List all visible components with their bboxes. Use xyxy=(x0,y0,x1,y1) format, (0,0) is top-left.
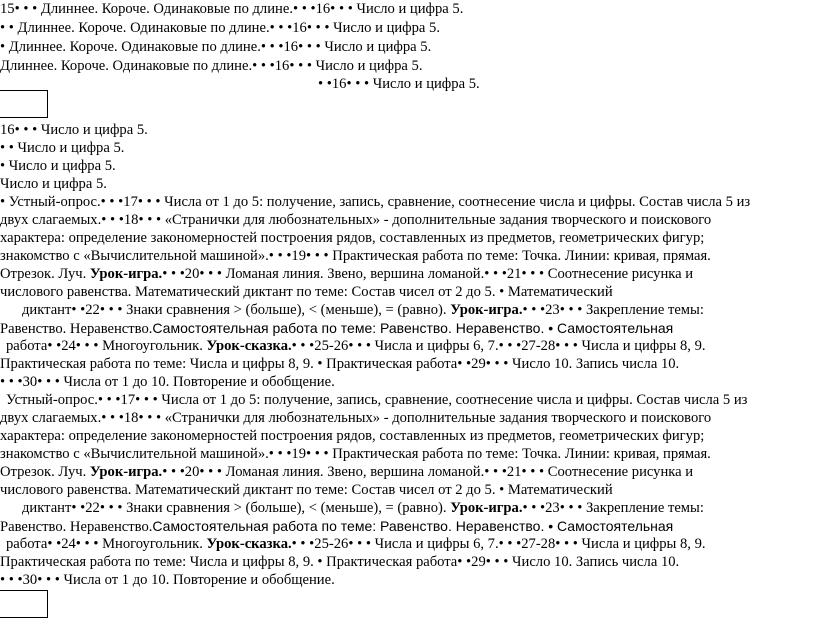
empty-box xyxy=(0,90,48,118)
top-line-5: • •16• • • Число и цифра 5. xyxy=(318,76,480,92)
mid-line-2: • • Число и цифра 5. xyxy=(0,140,125,156)
mid-line-1: 16• • • Число и цифра 5. xyxy=(0,122,148,138)
block2-line-8 xyxy=(0,517,673,536)
block1-line-8 xyxy=(0,319,673,338)
bold-label: Урок-игра. xyxy=(450,302,523,318)
top-line-1: 15• • • Длиннее. Короче. Одинаковые по длине.• • •16• • • Число и цифра 5. xyxy=(0,1,464,17)
block1-line-10: Практическая работа по теме: Числа и цифры 8, 9. • Практическая работа• •29• • • Число 10. Запись числа 10. xyxy=(0,356,680,372)
text: Равенство. Неравенство. xyxy=(0,321,153,337)
text: Отрезок. Луч. xyxy=(0,266,90,282)
block2-line-2: двух слагаемых.• • •18• • • «Странички для любознательных» - дополнительные задания творческого и поискового xyxy=(0,410,712,426)
text: • • •25-26• • • Числа и цифры 6, 7.• • •27-28• • • Числа и цифры 8, 9. xyxy=(291,338,706,354)
text: диктант• •22• • • Знаки сравнения > (больше), < (меньше), = (равно). xyxy=(22,302,451,318)
block1-line-2: двух слагаемых.• • •18• • • «Странички для любознательных» - дополнительные задания творческого и поискового xyxy=(0,212,712,228)
block1-line-11: • • •30• • • Числа от 1 до 10. Повторение и обобщение. xyxy=(0,374,335,390)
bold-label: Урок-игра. xyxy=(450,500,523,516)
top-line-3: • Длиннее. Короче. Одинаковые по длине.• • •16• • • Число и цифра 5. xyxy=(0,39,432,55)
mid-line-3: • Число и цифра 5. xyxy=(0,158,116,174)
text: работа• •24• • • Многоугольник. xyxy=(6,338,207,354)
mid-line-4: Число и цифра 5. xyxy=(0,176,107,192)
text: диктант• •22• • • Знаки сравнения > (больше), < (меньше), = (равно). xyxy=(22,500,451,516)
block2-line-1: Устный-опрос.• • •17• • • Числа от 1 до 5: получение, запись, сравнение, соотнесение числа и цифры. Состав числа 5 из xyxy=(6,392,748,408)
text: Равенство. Неравенство. xyxy=(0,519,153,535)
block2-line-11: • • •30• • • Числа от 1 до 10. Повторение и обобщение. xyxy=(0,572,335,588)
sans-text: Самостоятельная работа по теме: Равенство. Неравенство. • Самостоятельная xyxy=(152,518,674,534)
bold-label: Урок-сказка. xyxy=(206,338,292,354)
block2-line-7 xyxy=(0,499,704,518)
empty-box-bottom xyxy=(0,590,48,618)
block1-line-5 xyxy=(0,265,693,284)
text: • • •20• • • Ломаная линия. Звено, вершина ломаной.• • •21• • • Соотнесение рисунка и xyxy=(162,266,694,282)
text: • • •23• • • Закрепление темы: xyxy=(522,302,704,318)
bold-label: Урок-игра. xyxy=(89,464,163,480)
bold-label: Урок-сказка. xyxy=(206,536,292,552)
text: • • •25-26• • • Числа и цифры 6, 7.• • •27-28• • • Числа и цифры 8, 9. xyxy=(291,536,706,552)
text: • • •20• • • Ломаная линия. Звено, вершина ломаной.• • •21• • • Соотнесение рисунка и xyxy=(162,464,694,480)
sans-text: Самостоятельная работа по теме: Равенство. Неравенство. • Самостоятельная xyxy=(152,320,674,336)
block2-line-3: характера: определение закономерностей построения рядов, составленных из предметов, геометрических фигур; xyxy=(0,428,705,444)
block2-line-10: Практическая работа по теме: Числа и цифры 8, 9. • Практическая работа• •29• • • Число 10. Запись числа 10. xyxy=(0,554,680,570)
text: работа• •24• • • Многоугольник. xyxy=(6,536,207,552)
block2-line-5 xyxy=(0,463,693,482)
block1-line-7 xyxy=(0,301,704,320)
text: • • •23• • • Закрепление темы: xyxy=(522,500,704,516)
block1-line-4: знакомство с «Вычислительной машиной».• • •19• • • Практическая работа по теме: Точка. Линии: кривая, прямая. xyxy=(0,248,711,264)
block2-line-6: числового равенства. Математический диктант по теме: Состав чисел от 2 до 5. • Математический xyxy=(0,482,613,498)
top-line-4: Длиннее. Короче. Одинаковые по длине.• • •16• • • Число и цифра 5. xyxy=(0,58,423,74)
block1-line-3: характера: определение закономерностей построения рядов, составленных из предметов, геометрических фигур; xyxy=(0,230,705,246)
block2-line-9 xyxy=(0,535,706,554)
block1-line-9 xyxy=(0,337,706,356)
text: Отрезок. Луч. xyxy=(0,464,90,480)
top-line-2: • • Длиннее. Короче. Одинаковые по длине.• • •16• • • Число и цифра 5. xyxy=(0,20,441,36)
block2-line-4: знакомство с «Вычислительной машиной».• • •19• • • Практическая работа по теме: Точка. Линии: кривая, прямая. xyxy=(0,446,711,462)
block1-line-1: • Устный-опрос.• • •17• • • Числа от 1 до 5: получение, запись, сравнение, соотнесение числа и цифры. Состав числа 5 из xyxy=(0,194,751,210)
bold-label: Урок-игра. xyxy=(89,266,163,282)
block1-line-6: числового равенства. Математический диктант по теме: Состав чисел от 2 до 5. • Математический xyxy=(0,284,613,300)
